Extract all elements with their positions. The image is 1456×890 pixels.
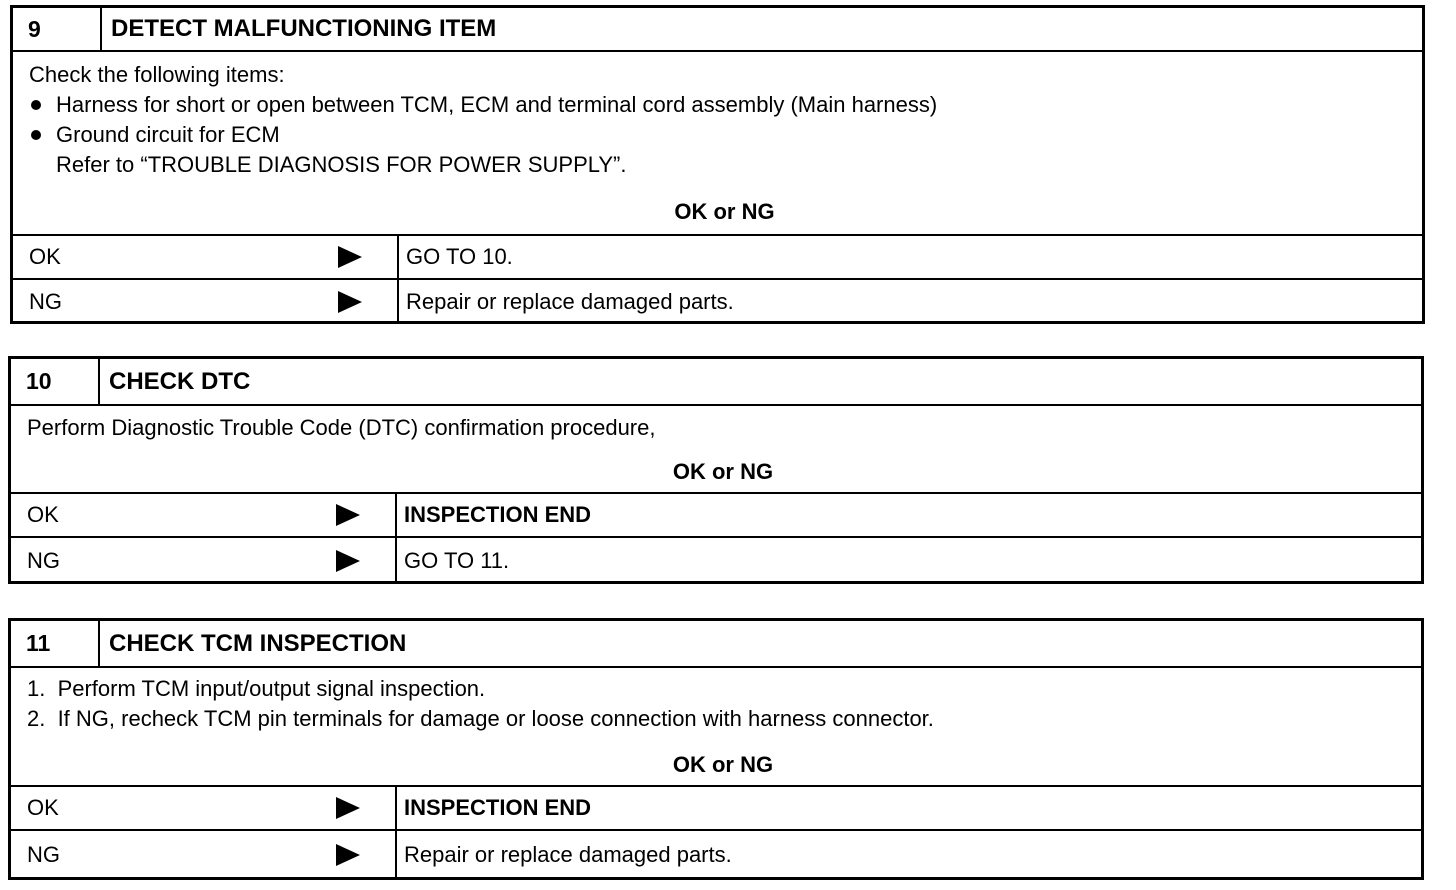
step-9-box <box>10 5 1425 324</box>
result-label: OK <box>29 244 61 269</box>
result-label: OK <box>27 502 59 527</box>
result-action: INSPECTION END <box>404 502 592 527</box>
step-body <box>27 674 934 734</box>
divider <box>397 236 399 278</box>
result-row-ok <box>13 234 1422 278</box>
arrow-right-icon <box>338 246 362 268</box>
divider <box>395 494 397 536</box>
result-action: Repair or replace damaged parts. <box>404 842 732 867</box>
list-item-text: Harness for short or open between TCM, ECM and terminal cord assembly (Main harness) <box>56 92 938 117</box>
step-title: DETECT MALFUNCTIONING ITEM <box>111 15 497 42</box>
step-number: 11 <box>11 621 100 666</box>
step-header <box>11 359 1421 406</box>
body-line: Perform Diagnostic Trouble Code (DTC) confirmation procedure, <box>27 415 656 440</box>
result-action: GO TO 11. <box>404 547 510 573</box>
step-header <box>11 621 1421 668</box>
step-header <box>13 8 1422 52</box>
arrow-right-icon <box>338 291 362 313</box>
step-body <box>29 60 937 180</box>
step-title: CHECK TCM INSPECTION <box>109 629 407 657</box>
divider <box>395 538 397 583</box>
note-text: Refer to “TROUBLE DIAGNOSIS FOR POWER SUPPLY”. <box>56 152 627 177</box>
bullet-icon <box>31 130 41 140</box>
result-label: NG <box>27 842 60 867</box>
result-row-ng <box>11 536 1421 583</box>
step-10-box <box>8 356 1424 584</box>
result-row-ng <box>13 278 1422 323</box>
result-row-ok <box>11 785 1421 829</box>
step-number: 10 <box>11 359 100 404</box>
ok-or-ng-label: OK or NG <box>672 752 774 777</box>
result-action: Repair or replace damaged parts. <box>406 288 734 314</box>
step-body <box>27 413 655 443</box>
arrow-right-icon <box>336 844 360 866</box>
list-item: 1. Perform TCM input/output signal inspection. <box>27 676 486 701</box>
list-item-text: Ground circuit for ECM <box>56 122 280 147</box>
divider <box>397 280 399 323</box>
result-row-ok <box>11 492 1421 536</box>
intro-text: Check the following items: <box>29 62 285 87</box>
ok-or-ng-label: OK or NG <box>674 199 775 224</box>
arrow-right-icon <box>336 797 360 819</box>
result-row-ng <box>11 829 1421 879</box>
result-action: INSPECTION END <box>404 795 592 820</box>
ok-or-ng-label: OK or NG <box>672 459 774 484</box>
step-11-box <box>8 618 1424 880</box>
arrow-right-icon <box>336 504 360 526</box>
list-item: 2. If NG, recheck TCM pin terminals for damage or loose connection with harness connector. <box>27 706 934 731</box>
result-action: GO TO 10. <box>406 244 513 269</box>
bullet-icon <box>31 100 41 110</box>
divider <box>395 787 397 829</box>
step-title: CHECK DTC <box>109 367 251 395</box>
list-item <box>29 120 937 150</box>
result-label: OK <box>27 795 59 820</box>
divider <box>395 831 397 879</box>
list-item <box>29 90 937 120</box>
step-number: 9 <box>13 8 102 50</box>
arrow-right-icon <box>336 550 360 572</box>
result-label: NG <box>27 547 60 573</box>
result-label: NG <box>29 288 62 314</box>
